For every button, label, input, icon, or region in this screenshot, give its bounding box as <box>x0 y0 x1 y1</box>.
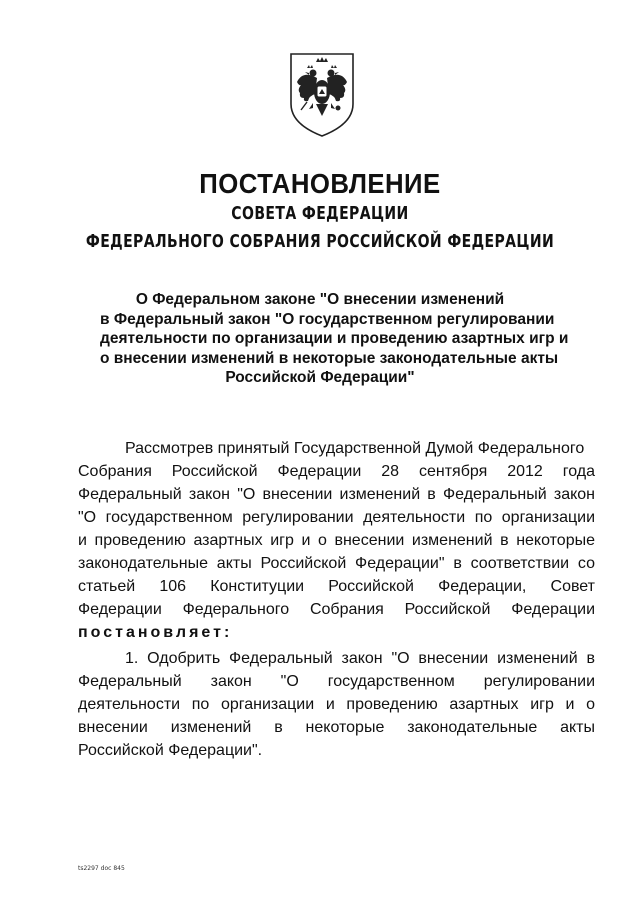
subject-line: деятельности по организации и проведению азартных игр и <box>100 330 569 347</box>
paragraph-line: "О государственном регулировании деятельности по организации <box>78 509 595 526</box>
subject-line: в Федеральный закон "О государственном регулировании <box>100 310 555 328</box>
coat-of-arms-emblem <box>289 52 355 138</box>
paragraph-line: Собрания Российской Федерации 28 сентября 2012 года <box>78 463 595 480</box>
paragraph-line: Рассмотрев принятый Государственной Думой Федерального <box>125 440 585 457</box>
document-subtitle-council: СОВЕТА ФЕДЕРАЦИИ <box>231 203 409 224</box>
document-code: ts2297 doc 845 <box>78 865 125 872</box>
paragraph-line: Федеральный закон "О внесении изменений в Федеральный закон <box>78 486 595 503</box>
document-title: ПОСТАНОВЛЕНИЕ <box>199 168 441 199</box>
subject-heading <box>100 290 569 388</box>
paragraph-line: внесении изменений в некоторые законодательные акты <box>78 719 595 736</box>
paragraph-line: статьей 106 Конституции Российской Федерации, Совет <box>78 578 595 595</box>
paragraph-line: Федерации Федерального Собрания Российской Федерации <box>78 601 595 618</box>
subject-line: о внесении изменений в некоторые законодательные акты <box>100 349 559 367</box>
paragraph-line: Российской Федерации". <box>78 742 263 759</box>
paragraph-line: деятельности по организации и проведению азартных игр и о <box>78 696 595 713</box>
document-subtitle-assembly: ФЕДЕРАЛЬНОГО СОБРАНИЯ РОССИЙСКОЙ ФЕДЕРАЦИИ <box>85 231 555 252</box>
paragraph-line: законодательные акты Российской Федерации" в соответствии со <box>78 555 595 572</box>
subject-line: О Федеральном законе "О внесении изменений <box>135 291 505 308</box>
paragraph-line: и проведению азартных игр и о внесении изменений в некоторые <box>78 532 595 549</box>
paragraph-line: 1. Одобрить Федеральный закон "О внесении изменений в <box>125 650 595 667</box>
preamble-paragraph <box>78 437 595 644</box>
resolution-item-1 <box>78 647 595 762</box>
resolution-word: постановляет: <box>78 624 233 641</box>
paragraph-line: Федеральный закон "О государственном регулировании <box>78 673 595 690</box>
subject-line: Российской Федерации" <box>225 369 415 386</box>
